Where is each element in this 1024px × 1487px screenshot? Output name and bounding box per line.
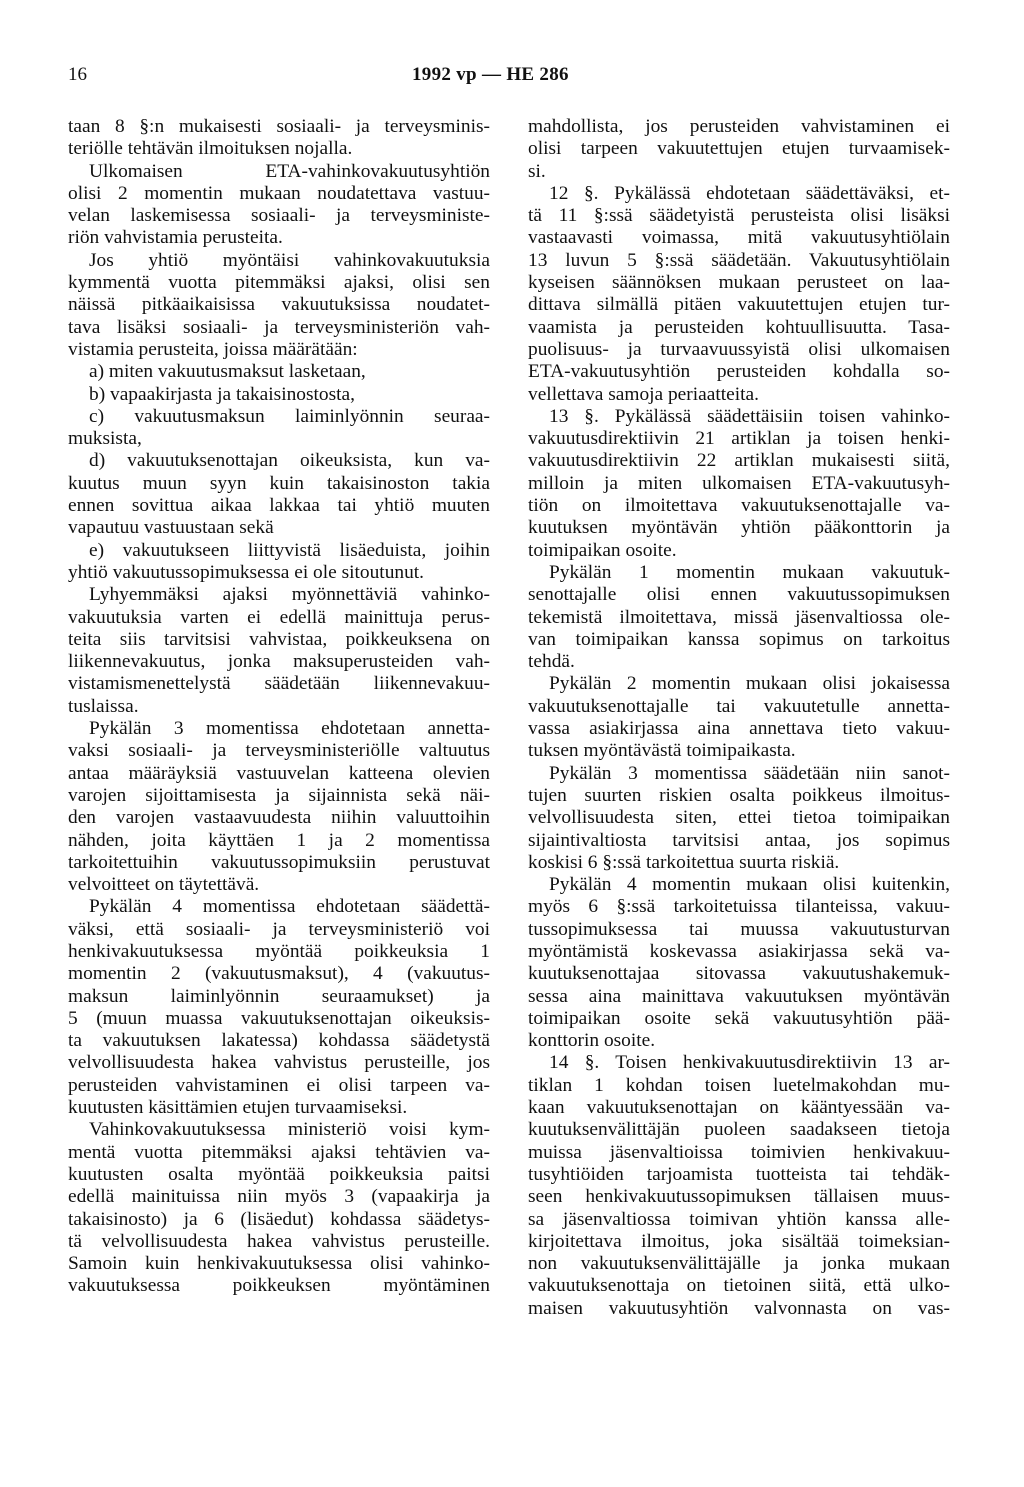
text-line: velvoitteet on täytettävä. <box>68 874 260 896</box>
text-line: näissä pitkäaikaisissa vakuutuksissa noudatet- <box>68 294 490 316</box>
text-line: tava lisäksi sosiaali- ja terveysministeriön vah- <box>68 316 490 338</box>
text-line: c) vakuutusmaksun laiminlyönnin seuraa- <box>89 405 490 427</box>
text-line: seen henkivakuutussopimuksen tällaisen muus- <box>528 1186 950 1208</box>
text-line: yhtiö vakuutussopimuksessa ei ole sitoutunut. <box>68 561 425 583</box>
text-line: 13 luvun 5 §:ssä säädetään. Vakuutusyhtiölain <box>528 249 950 271</box>
text-line: kuutus muun syyn kuin takaisinoston takia <box>68 472 490 494</box>
text-line: 13 §. Pykälässä säädettäisiin toisen vahinko- <box>549 405 950 427</box>
text-line: vistamia perusteita, joissa määrätään: <box>68 338 358 360</box>
text-line: olisi tarpeen vakuutettujen etujen turvaamisek- <box>528 138 950 160</box>
text-line: vakuutuksenottajalle tai vakuutetulle annetta- <box>528 695 950 717</box>
text-line: vassa asiakirjassa aina annettava tieto vakuu- <box>528 718 950 740</box>
text-line: perusteiden vahvistaminen ei olisi tarpeen va- <box>68 1074 490 1096</box>
text-line: velan laskemisessa sosiaali- ja terveysministe- <box>68 205 490 227</box>
text-line: tä velvollisuudesta hakea vahvistus perusteille. <box>68 1230 490 1252</box>
text-line: Pykälän 3 momentissa säädetään niin sanot- <box>549 762 950 784</box>
text-line: vaamista ja perusteiden kohtuullisuutta. Tasa- <box>528 316 950 338</box>
text-line: sessa aina mainittava vakuutuksen myöntävän <box>528 985 950 1007</box>
text-line: velvollisuudesta siten, ettei tietoa toimipaikan <box>528 807 950 829</box>
text-line: vakuutusdirektiivin 22 artiklan mukaisesti siitä, <box>528 450 950 472</box>
text-line: den varojen vastaavuudesta niihin valuuttoihin <box>68 807 490 829</box>
text-line: Pykälän 4 momentissa ehdotetaan säädettä- <box>89 896 490 918</box>
text-line: Pykälän 4 momentin mukaan olisi kuitenkin, <box>549 874 950 896</box>
text-line: kirjoitettava ilmoitus, joka sisältää toimeksian- <box>528 1230 950 1252</box>
text-line: kuutuksen myöntävän yhtiön pääkonttorin ja <box>528 517 950 539</box>
text-line: ta vakuutuksen lakatessa) kohdassa säädetystä <box>68 1030 490 1052</box>
left-text-column <box>68 116 490 1298</box>
text-line: dittava silmällä pitäen vakuutettujen etujen tur- <box>528 294 950 316</box>
text-line: senottajalle olisi ennen vakuutussopimuksen <box>528 584 950 606</box>
text-line: van toimipaikan kanssa sopimus on tarkoitus <box>528 628 950 650</box>
text-line: vapautuu vastuustaan sekä <box>68 517 274 539</box>
text-line: tehdä. <box>528 651 575 673</box>
text-line: Lyhyemmäksi ajaksi myönnettäviä vahinko- <box>89 584 490 606</box>
text-line: velvollisuudesta hakea vahvistus perusteille, jos <box>68 1052 490 1074</box>
text-line: Pykälän 2 momentin mukaan olisi jokaisessa <box>549 673 950 695</box>
text-line: kymmentä vuotta pitemmäksi ajaksi, olisi sen <box>68 272 490 294</box>
text-line: konttorin osoite. <box>528 1030 656 1052</box>
text-line: myöntämistä koskevassa asiakirjassa sekä va- <box>528 940 950 962</box>
text-line: väksi, että sosiaali- ja terveysministeriö voi <box>68 918 490 940</box>
text-line: sa jäsenvaltiossa toimivan yhtiön kanssa alle- <box>528 1208 950 1230</box>
text-line: toimipaikan osoite sekä vakuutusyhtiön pää- <box>528 1007 950 1029</box>
text-line: teriölle tehtävän ilmoituksen nojalla. <box>68 138 353 160</box>
text-line: tiön on ilmoitettava vakuutuksenottajalle va- <box>528 495 950 517</box>
running-head: 1992 vp — HE 286 <box>412 64 569 85</box>
text-line: takaisinosto) ja 6 (lisäedut) kohdassa säädetys- <box>68 1208 490 1230</box>
text-line: riön vahvistamia perusteita. <box>68 227 283 249</box>
text-line: kyseisen säännöksen mukaan perusteet on laa- <box>528 272 950 294</box>
text-line: teita siis tarvitsisi vahvistaa, poikkeuksena on <box>68 628 490 650</box>
text-line: maisen vakuutusyhtiön valvonnasta on vas- <box>528 1297 950 1319</box>
text-line: liikennevakuutus, jonka maksuperusteiden vah- <box>68 651 490 673</box>
text-line: vakuutuksia varten ei edellä mainittuja perus- <box>68 606 490 628</box>
text-line: kuutuksenottajaa sitovassa vakuutushakemuk- <box>528 963 950 985</box>
text-line: si. <box>528 160 546 182</box>
text-line: tujen suurten riskien osalta poikkeus ilmoitus- <box>528 784 950 806</box>
text-line: toimipaikan osoite. <box>528 539 677 561</box>
text-line: tusyhtiöiden tarjoamista tuotteista tai tehdäk- <box>528 1163 950 1185</box>
text-line: Samoin kuin henkivakuutuksessa olisi vahinko- <box>68 1253 490 1275</box>
text-line: a) miten vakuutusmaksut lasketaan, <box>89 361 366 383</box>
text-line: milloin ja miten ulkomaisen ETA-vakuutusyh- <box>528 472 950 494</box>
text-line: 12 §. Pykälässä ehdotetaan säädettäväksi, et- <box>549 182 950 204</box>
text-line: tuslaissa. <box>68 695 139 717</box>
text-line: non vakuutuksenvälittäjälle ja jonka mukaan <box>528 1253 950 1275</box>
text-line: henkivakuutuksessa myöntää poikkeuksia 1 <box>68 940 490 962</box>
text-line: tekemistä ilmoitettava, missä jäsenvaltiossa ole- <box>528 606 950 628</box>
text-line: maksun laiminlyönnin seuraamukset) ja <box>68 985 490 1007</box>
text-line: 5 (muun muassa vakuutuksenottajan oikeuksis- <box>68 1007 490 1029</box>
text-line: nähden, joita käyttäen 1 ja 2 momentissa <box>68 829 490 851</box>
text-line: vaksi sosiaali- ja terveysministeriölle valtuutus <box>68 740 490 762</box>
text-line: myös 6 §:ssä tarkoitetuissa tilanteissa, vakuu- <box>528 896 950 918</box>
text-line: b) vapaakirjasta ja takaisinostosta, <box>89 383 355 405</box>
text-line: mahdollista, jos perusteiden vahvistaminen ei <box>528 116 950 137</box>
text-line: vellettava samoja periaatteita. <box>528 383 759 405</box>
text-line: kuutusten käsittämien etujen turvaamiseksi. <box>68 1097 408 1119</box>
text-line: tä 11 §:ssä säädetyistä perusteista olisi lisäksi <box>528 205 950 227</box>
text-line: Pykälän 3 momentissa ehdotetaan annetta- <box>89 718 490 740</box>
text-line: tussopimuksessa tai muussa vakuutusturvan <box>528 918 950 940</box>
text-line: d) vakuutuksenottajan oikeuksista, kun va- <box>89 450 490 472</box>
text-line: kuutuksenvälittäjän puoleen saadakseen tietoja <box>528 1119 950 1141</box>
text-line: Jos yhtiö myöntäisi vahinkovakuutuksia <box>89 249 490 271</box>
text-line: kaan vakuutuksenottajan on kääntyessään va- <box>528 1097 950 1119</box>
text-line: olisi 2 momentin mukaan noudatettava vastuu- <box>68 182 490 204</box>
text-line: vakuutusdirektiivin 21 artiklan ja toisen henki- <box>528 428 950 450</box>
text-line: puolisuus- ja turvaavuussyistä olisi ulkomaisen <box>528 338 950 360</box>
text-line: muksista, <box>68 428 142 450</box>
text-line: vakuutuksessa poikkeuksen myöntäminen <box>68 1275 490 1297</box>
text-line: antaa määräyksiä vastuuvelan katteena olevien <box>68 762 490 784</box>
text-line: varojen sijoittamisesta ja sijainnista sekä näi- <box>68 784 490 806</box>
text-line: Ulkomaisen ETA-vahinkovakuutusyhtiön <box>89 160 490 182</box>
text-line: ennen sovittua aikaa lakkaa tai yhtiö muuten <box>68 495 490 517</box>
text-line: vastaavasti voimassa, mitä vakuutusyhtiölain <box>528 227 950 249</box>
text-line: kuutusten osalta myöntää poikkeuksia paitsi <box>68 1163 490 1185</box>
text-line: muissa jäsenvaltioissa toimivien henkivakuu- <box>528 1141 950 1163</box>
text-line: sijaintivaltiosta tarvitsisi antaa, jos sopimus <box>528 829 950 851</box>
text-line: vakuutuksenottaja on tietoinen siitä, että ulko- <box>528 1275 950 1297</box>
page-number: 16 <box>68 64 87 85</box>
text-line: tuksen myöntävästä toimipaikasta. <box>528 740 796 762</box>
text-line: tiklan 1 kohdan toisen luetelmakohdan mu- <box>528 1074 950 1096</box>
text-line: ETA-vakuutusyhtiön perusteiden kohdalla so- <box>528 361 950 383</box>
text-line: koskisi 6 §:ssä tarkoitettua suurta riskiä. <box>528 851 840 873</box>
text-line: taan 8 §:n mukaisesti sosiaali- ja terveysminis- <box>68 116 490 137</box>
text-line: e) vakuutukseen liittyvistä lisäeduista, joihin <box>89 539 490 561</box>
text-line: momentin 2 (vakuutusmaksut), 4 (vakuutus- <box>68 963 490 985</box>
text-line: vistamismenettelystä säädetään liikennevakuu- <box>68 673 490 695</box>
text-line: tarkoitettuihin vakuutussopimuksiin perustuvat <box>68 851 490 873</box>
right-text-column <box>528 116 950 1320</box>
text-line: mentä vuotta pitemmäksi ajaksi tehtävien va- <box>68 1141 490 1163</box>
text-line: Pykälän 1 momentin mukaan vakuutuk- <box>549 561 950 583</box>
text-line: edellä mainituissa niin myös 3 (vapaakirja ja <box>68 1186 490 1208</box>
text-line: Vahinkovakuutuksessa ministeriö voisi kym- <box>89 1119 490 1141</box>
text-line: 14 §. Toisen henkivakuutusdirektiivin 13 ar- <box>549 1052 950 1074</box>
